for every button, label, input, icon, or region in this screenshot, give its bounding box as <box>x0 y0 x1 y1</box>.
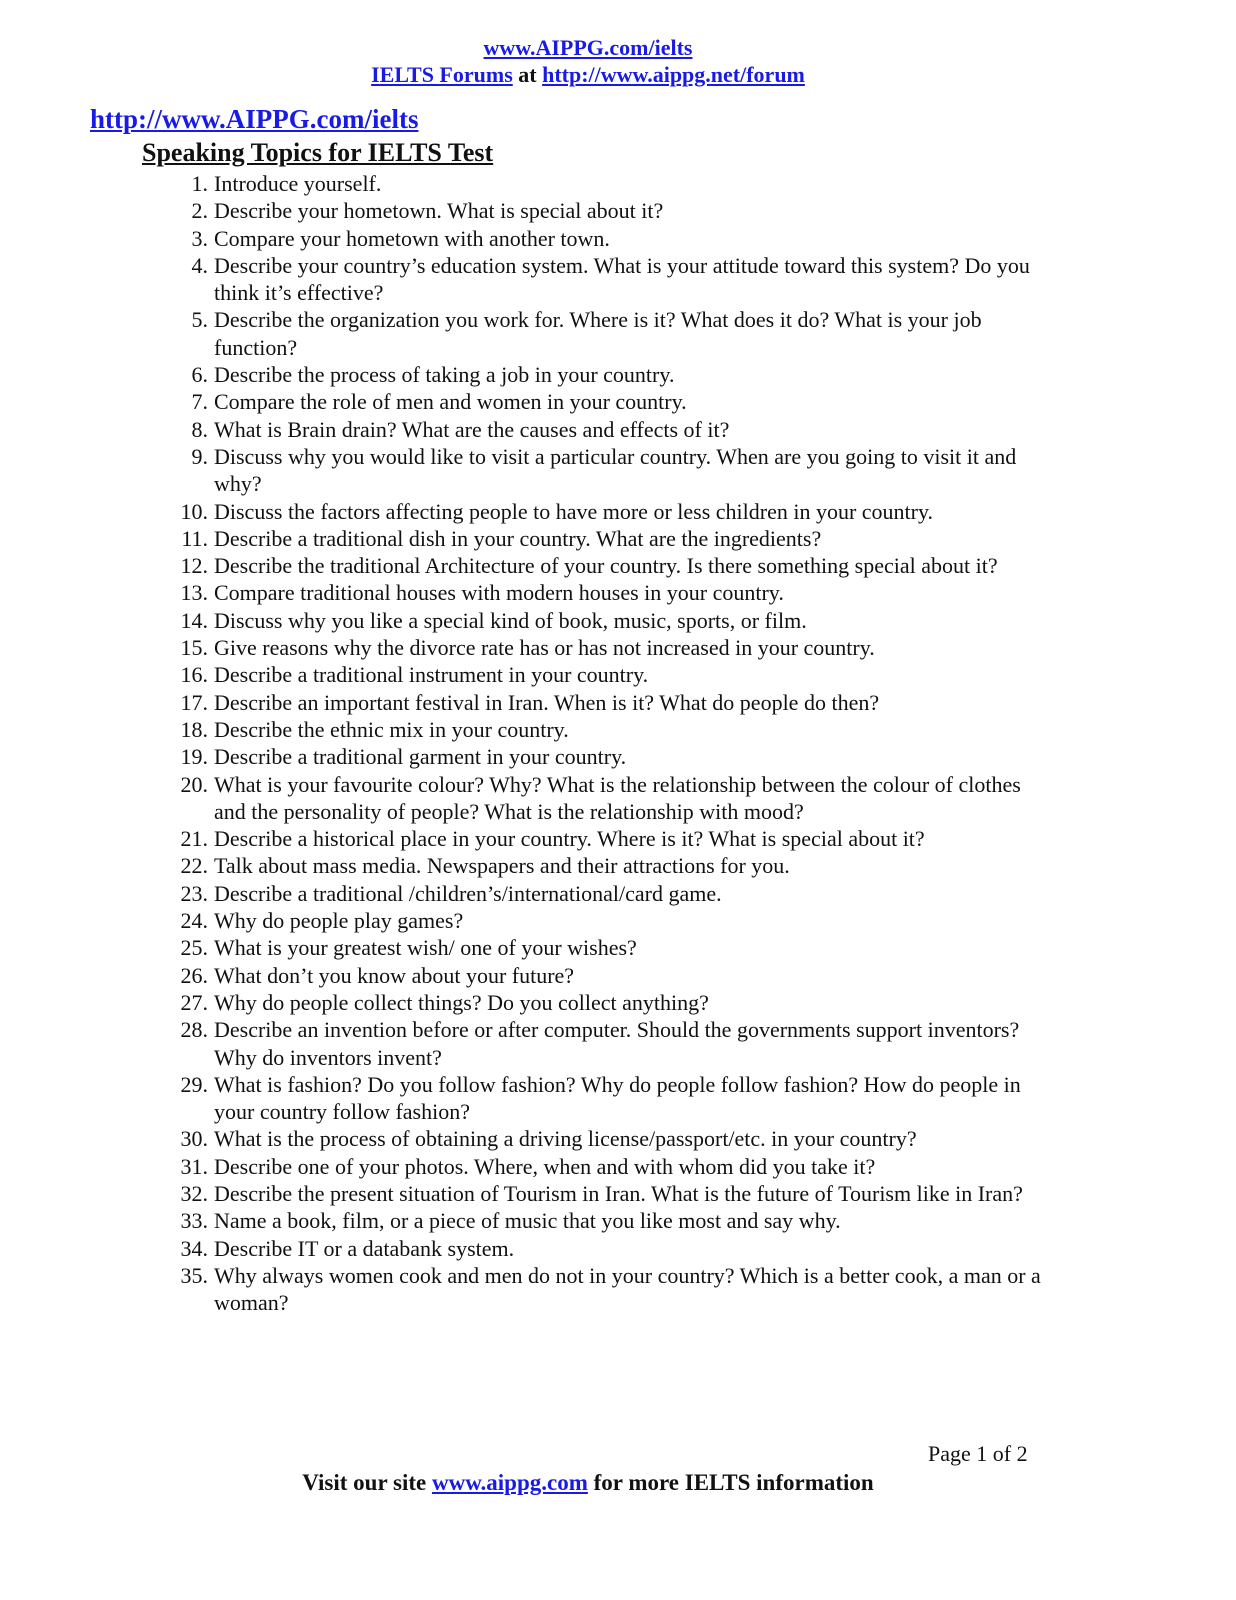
topic-item <box>178 1180 1058 1207</box>
topic-item <box>178 1071 1058 1126</box>
topic-text: Describe an important festival in Iran. When is it? What do people do then? <box>214 689 880 715</box>
topic-number: 1. <box>191 171 208 196</box>
topic-number: 17. <box>180 689 208 715</box>
topic-item <box>178 1125 1058 1152</box>
topic-number: 28. <box>180 1017 208 1043</box>
forum-url-link[interactable]: http://www.aippg.net/forum <box>542 62 805 87</box>
topic-list <box>178 170 1058 1316</box>
at-text: at <box>518 62 537 87</box>
topic-number: 23. <box>180 880 208 906</box>
topic-number: 15. <box>180 635 208 661</box>
page-header <box>0 34 1176 88</box>
topic-number: 4. <box>191 252 208 278</box>
topic-number: 27. <box>180 989 208 1015</box>
topic-number: 20. <box>180 771 208 797</box>
topic-text: Why do people play games? <box>214 908 464 934</box>
topic-number: 9. <box>191 443 208 469</box>
topic-number: 12. <box>180 553 208 579</box>
topic-number: 3. <box>191 225 208 251</box>
topic-item <box>178 989 1058 1016</box>
topic-item <box>178 361 1058 388</box>
topic-number: 34. <box>180 1235 208 1261</box>
topic-text: What is the process of obtaining a driving license/passport/etc. in your country? <box>214 1126 917 1152</box>
top-site-link[interactable]: http://www.AIPPG.com/ielts <box>90 104 419 134</box>
topic-item <box>178 1262 1058 1317</box>
topic-item <box>178 388 1058 415</box>
topic-text: What is fashion? Do you follow fashion? Why do people follow fashion? How do people in your country follow fashion? <box>214 1071 1021 1125</box>
footer-site-link[interactable]: www.aippg.com <box>431 1470 588 1495</box>
topic-item <box>178 743 1058 770</box>
topic-text: What don’t you know about your future? <box>214 962 575 988</box>
topic-item <box>178 771 1058 826</box>
topic-text: Describe the present situation of Tourism in Iran. What is the future of Tourism like in Iran? <box>214 1180 1023 1206</box>
topic-text: Why always women cook and men do not in your country? Which is a better cook, a man or a woman? <box>214 1262 1041 1316</box>
footer-prefix: Visit our site <box>302 1470 427 1495</box>
topic-number: 33. <box>180 1208 208 1234</box>
topic-text: Describe the organization you work for. Where is it? What does it do? What is your job function? <box>214 307 982 360</box>
topic-number: 6. <box>191 362 208 388</box>
topic-text: Describe your country’s education system. What is your attitude toward this system? Do you think it’s effective? <box>214 252 1030 306</box>
topic-item <box>178 1153 1058 1180</box>
topic-text: Describe a historical place in your country. Where is it? What is special about it? <box>214 826 925 852</box>
topic-text: Compare your hometown with another town. <box>214 225 610 251</box>
topic-text: Give reasons why the divorce rate has or has not increased in your country. <box>214 635 875 661</box>
topic-number: 22. <box>180 853 208 879</box>
topic-number: 13. <box>180 580 208 606</box>
topic-item <box>178 607 1058 634</box>
topic-item <box>178 1207 1058 1234</box>
topic-number: 21. <box>180 826 208 852</box>
topic-text: Describe a traditional /children’s/international/card game. <box>214 880 722 906</box>
topic-item <box>178 306 1058 361</box>
topic-number: 7. <box>191 389 208 415</box>
topic-text: Describe a traditional instrument in your country. <box>214 662 649 688</box>
topic-item <box>178 962 1058 989</box>
topic-item <box>178 934 1058 961</box>
topic-item <box>178 225 1058 252</box>
topic-item <box>178 552 1058 579</box>
topic-text: What is your favourite colour? Why? What is the relationship between the colour of clothes and the personality of people? What is the relationship with mood? <box>214 771 1021 824</box>
topic-text: What is your greatest wish/ one of your wishes? <box>214 935 637 961</box>
topic-number: 24. <box>180 908 208 934</box>
topic-item <box>178 825 1058 852</box>
topic-text: Describe the process of taking a job in your country. <box>214 362 675 388</box>
topic-number: 30. <box>180 1126 208 1152</box>
topic-item <box>178 197 1058 224</box>
topic-text: Why do people collect things? Do you collect anything? <box>214 989 709 1015</box>
topic-number: 32. <box>180 1180 208 1206</box>
topic-item <box>178 716 1058 743</box>
topic-text: Describe your hometown. What is special about it? <box>214 198 664 224</box>
page-title: Speaking Topics for IELTS Test <box>142 138 494 167</box>
topic-item <box>178 907 1058 934</box>
topic-item <box>178 1235 1058 1262</box>
topic-text: Describe the traditional Architecture of your country. Is there something special about it? <box>214 553 998 579</box>
topic-number: 11. <box>181 525 208 551</box>
topic-text: Describe a traditional garment in your country. <box>214 744 627 770</box>
topic-number: 16. <box>180 662 208 688</box>
page-footer <box>0 1470 1176 1496</box>
topic-number: 10. <box>180 498 208 524</box>
topic-item <box>178 416 1058 443</box>
forums-link[interactable]: IELTS Forums <box>371 62 513 87</box>
topic-text: Discuss why you like a special kind of book, music, sports, or film. <box>214 607 807 633</box>
topic-text: What is Brain drain? What are the causes and effects of it? <box>214 416 730 442</box>
topic-number: 29. <box>180 1071 208 1097</box>
topic-text: Describe a traditional dish in your country. What are the ingredients? <box>214 525 822 551</box>
topic-number: 35. <box>180 1262 208 1288</box>
topic-item <box>178 661 1058 688</box>
topic-item <box>178 880 1058 907</box>
topic-item <box>178 634 1058 661</box>
topic-number: 19. <box>180 744 208 770</box>
topic-item <box>178 579 1058 606</box>
topic-text: Discuss why you would like to visit a particular country. When are you going to visit it and why? <box>214 443 1017 497</box>
topic-item <box>178 525 1058 552</box>
topic-text: Discuss the factors affecting people to have more or less children in your country. <box>214 498 934 524</box>
topic-text: Describe one of your photos. Where, when and with whom did you take it? <box>214 1153 876 1179</box>
topic-text: Compare the role of men and women in your country. <box>214 389 687 415</box>
header-site-link[interactable]: www.AIPPG.com/ielts <box>483 35 693 60</box>
topic-text: Describe the ethnic mix in your country. <box>214 716 569 742</box>
topic-item <box>178 498 1058 525</box>
topic-item <box>178 1016 1058 1071</box>
topic-number: 2. <box>191 198 208 224</box>
topic-number: 26. <box>180 962 208 988</box>
topic-number: 14. <box>180 607 208 633</box>
topic-item <box>178 170 1058 197</box>
topic-text: Describe an invention before or after computer. Should the governments support inventors? Why do inventors invent? <box>214 1017 1020 1070</box>
topic-number: 31. <box>180 1153 208 1179</box>
topic-number: 8. <box>191 416 208 442</box>
page-number: Page 1 of 2 <box>928 1441 1028 1466</box>
topic-number: 18. <box>180 716 208 742</box>
topic-item <box>178 443 1058 498</box>
topic-text: Introduce yourself. <box>214 171 382 196</box>
topic-number: 25. <box>180 935 208 961</box>
topic-text: Talk about mass media. Newspapers and their attractions for you. <box>214 853 790 879</box>
topic-item <box>178 252 1058 307</box>
topic-text: Compare traditional houses with modern houses in your country. <box>214 580 784 606</box>
topic-number: 5. <box>191 307 208 333</box>
topic-text: Name a book, film, or a piece of music that you like most and say why. <box>214 1208 841 1234</box>
topic-text: Describe IT or a databank system. <box>214 1235 515 1261</box>
topic-item <box>178 689 1058 716</box>
footer-suffix: for more IELTS information <box>593 1470 874 1495</box>
topic-item <box>178 852 1058 879</box>
